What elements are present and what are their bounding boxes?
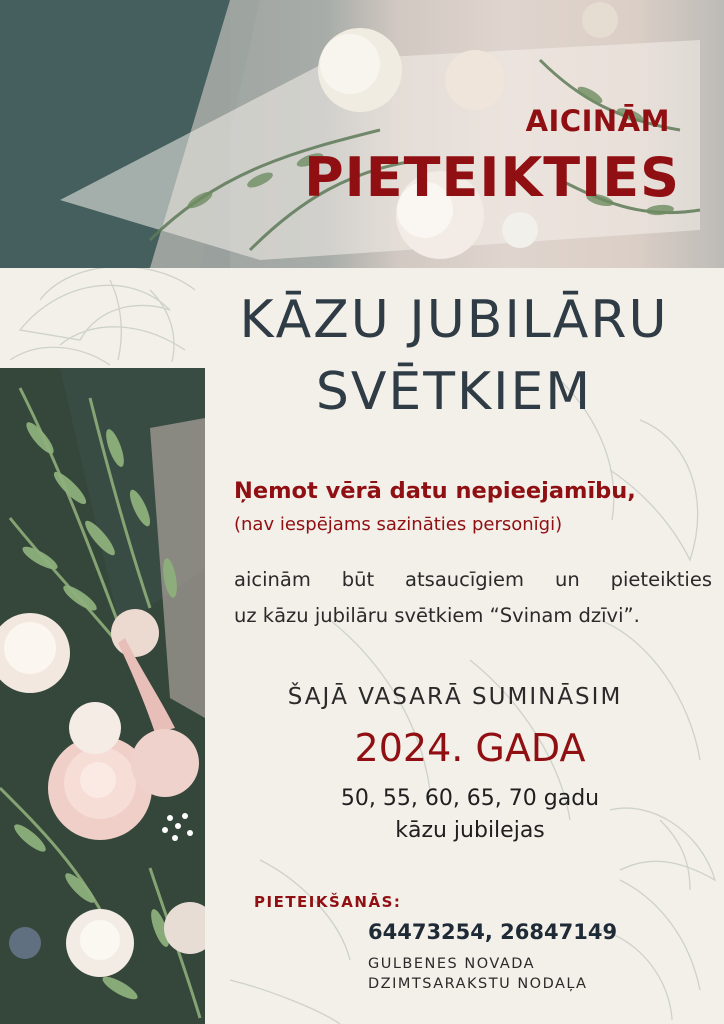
notice-body-line-1: aicinām būt atsaucīgiem un pieteikties — [234, 568, 712, 591]
invite-small-heading: AICINĀM — [525, 104, 670, 138]
apply-label: PIETEIKŠANĀS: — [254, 893, 402, 911]
left-bouquet-photo — [0, 368, 205, 1024]
anniversary-years: 50, 55, 60, 65, 70 gadu — [340, 786, 600, 811]
year-heading: 2024. GADA — [354, 726, 586, 770]
invite-big-heading: PIETEIKTIES — [304, 146, 680, 209]
summer-heading: ŠAJĀ VASARĀ SUMINĀSIM — [287, 684, 623, 710]
organization-line-1: GULBENES NOVADA — [368, 956, 536, 972]
anniversary-label: kāzu jubilejas — [395, 818, 545, 843]
page-title-line-2: SVĒTKIEM — [315, 362, 593, 422]
notice-body-line-2: uz kāzu jubilāru svētkiem “Svinam dzīvi”. — [234, 604, 640, 627]
organization-line-2: DZIMTSARAKSTU NODAĻA — [368, 976, 588, 992]
notice-highlight: Ņemot vērā datu nepieejamību, — [234, 478, 636, 504]
page-title-line-1: KĀZU JUBILĀRU — [239, 290, 669, 350]
phone-numbers: 64473254, 26847149 — [368, 920, 618, 944]
notice-parenthetical: (nav iespējams sazināties personīgi) — [234, 514, 563, 535]
